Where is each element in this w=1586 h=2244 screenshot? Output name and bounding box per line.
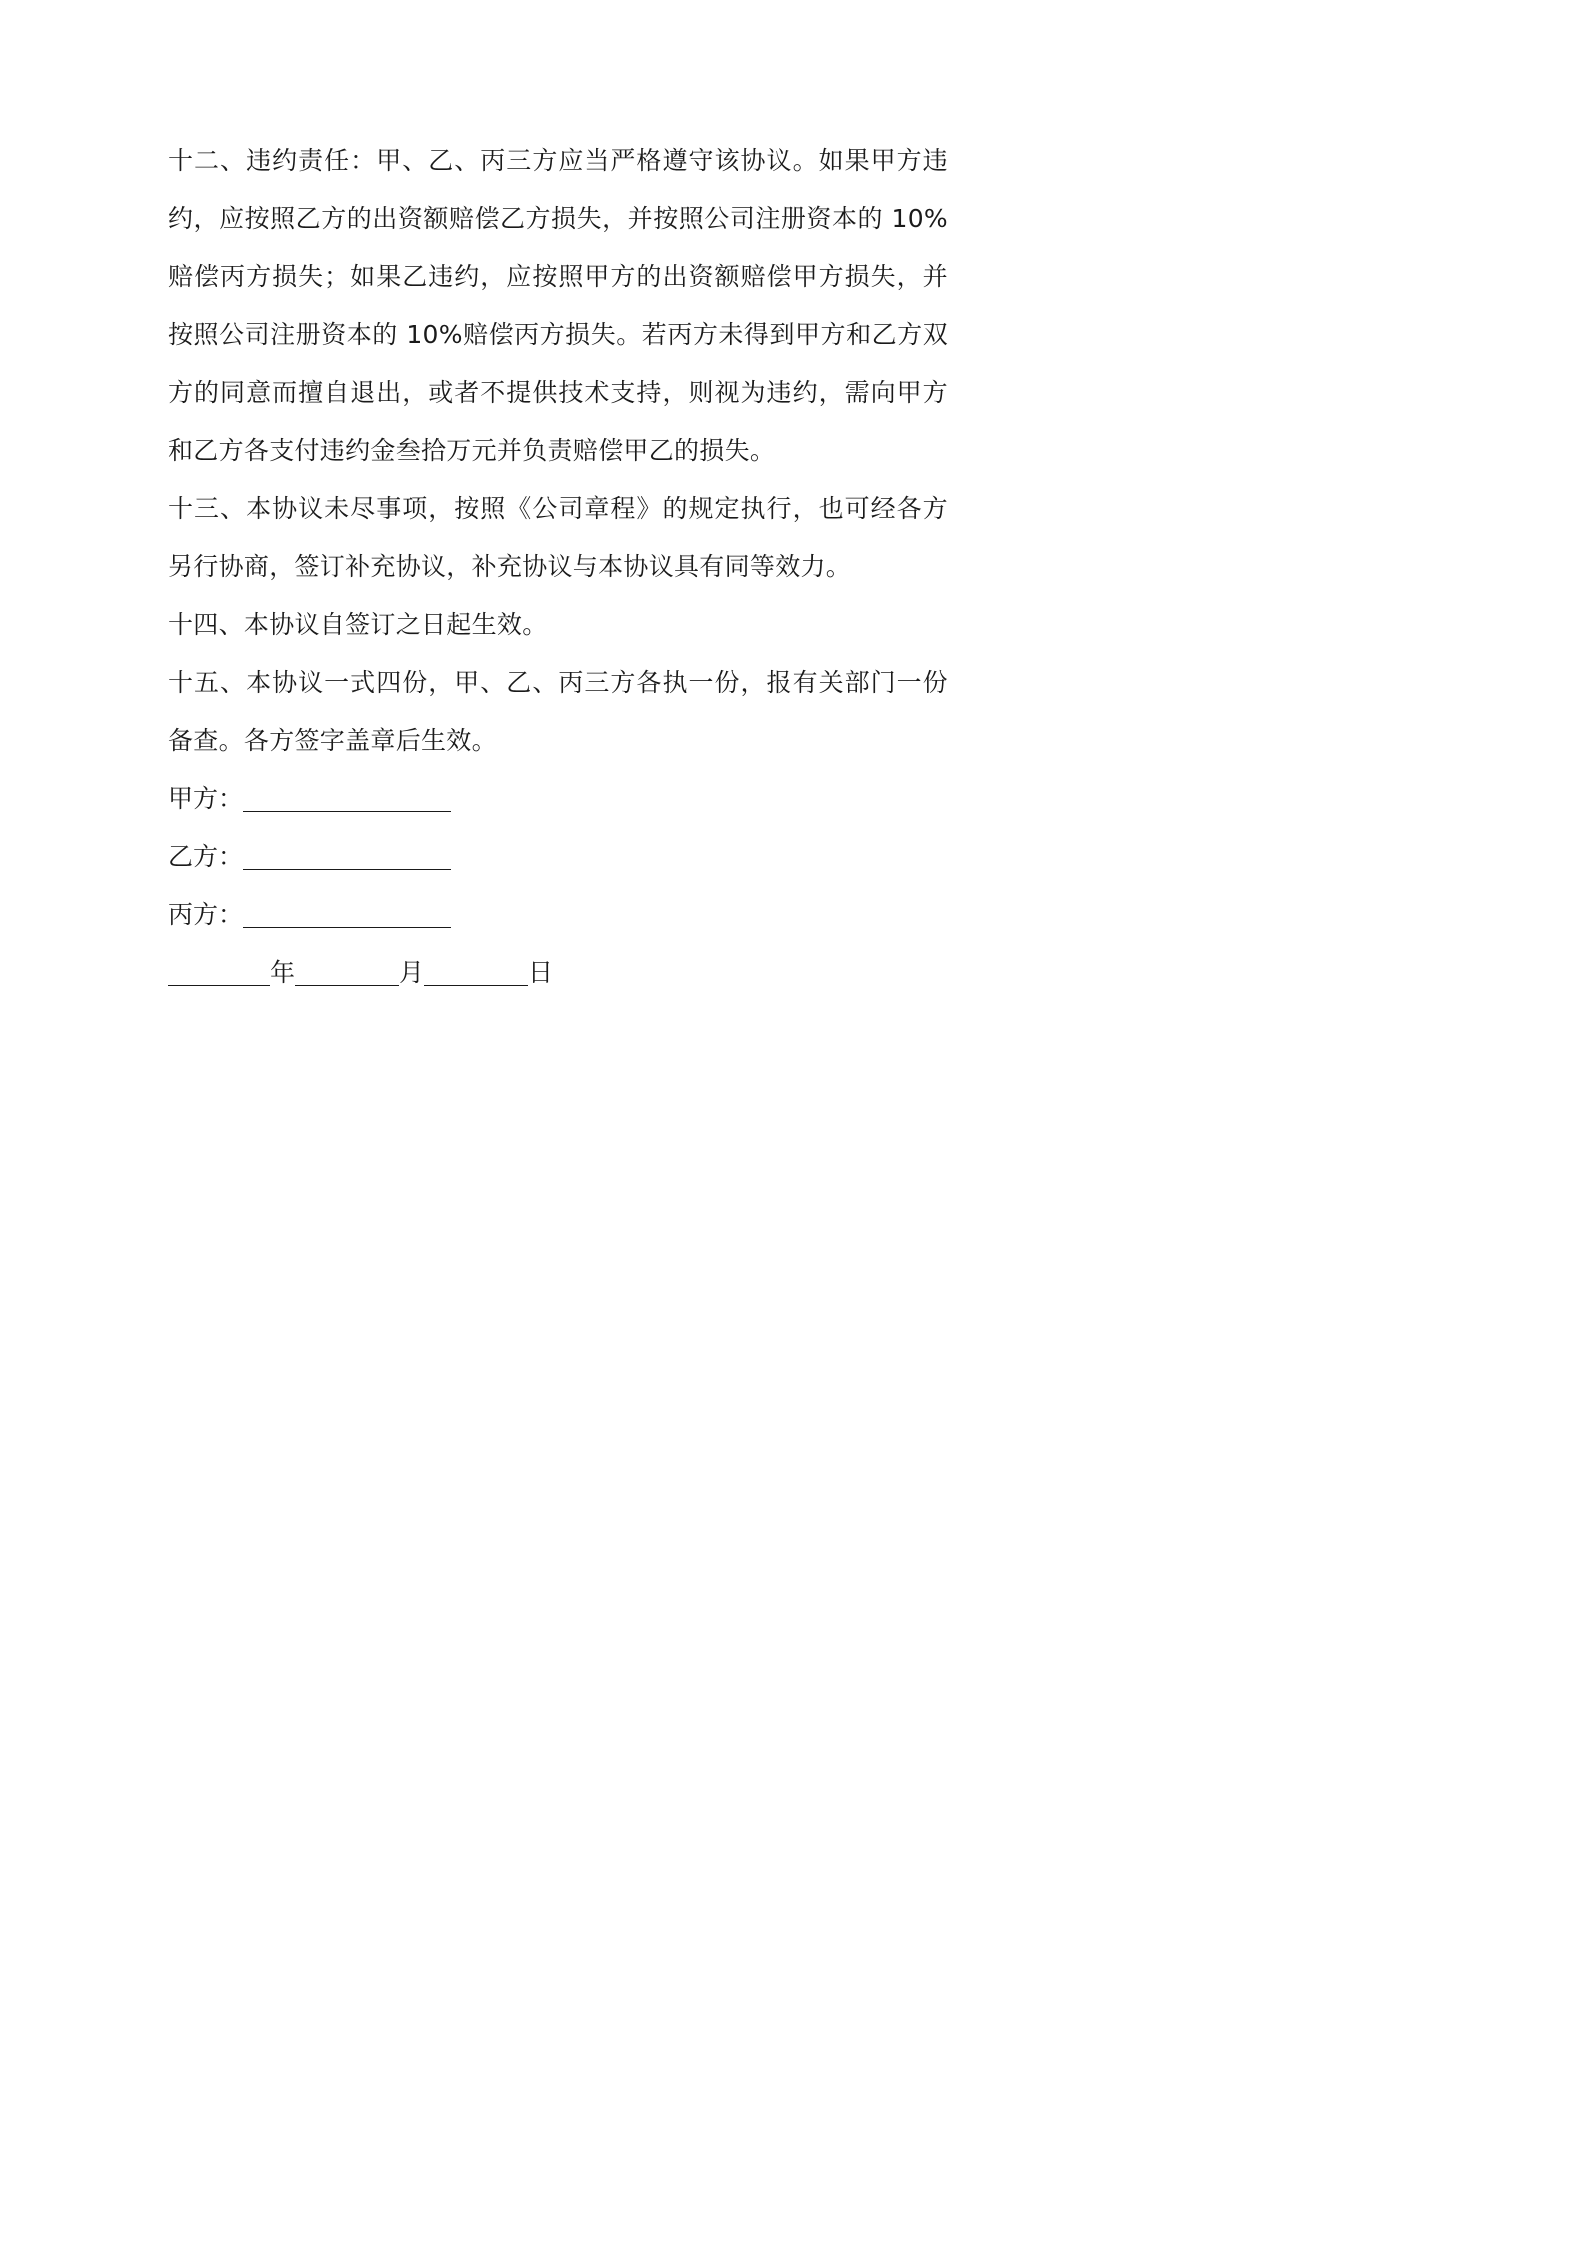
date-line xyxy=(168,944,948,1002)
month-label: 月 xyxy=(399,958,425,987)
month-blank xyxy=(295,985,399,986)
clause-13: 十三、本协议未尽事项，按照《公司章程》的规定执行，也可经各方另行协商，签订补充协议，补充协议与本协议具有同等效力。 xyxy=(168,494,948,581)
party-b-label: 乙方： xyxy=(168,842,244,871)
party-a-signature-line xyxy=(168,770,948,828)
document-page xyxy=(0,0,1104,1562)
year-label: 年 xyxy=(270,958,296,987)
year-blank xyxy=(168,985,270,986)
clause-14: 十四、本协议自签订之日起生效。 xyxy=(168,610,548,639)
party-c-blank xyxy=(243,927,451,928)
party-a-blank xyxy=(243,811,451,812)
party-c-label: 丙方： xyxy=(168,900,244,929)
party-b-blank xyxy=(243,869,451,870)
day-label: 日 xyxy=(528,958,554,987)
day-blank xyxy=(424,985,528,986)
document-body xyxy=(168,132,948,1002)
party-b-signature-line xyxy=(168,828,948,886)
clause-15: 十五、本协议一式四份，甲、乙、丙三方各执一份，报有关部门一份备查。各方签字盖章后生效。 xyxy=(168,668,948,755)
clause-12: 十二、违约责任：甲、乙、丙三方应当严格遵守该协议。如果甲方违约，应按照乙方的出资额赔偿乙方损失，并按照公司注册资本的 10%赔偿丙方损失；如果乙违约，应按照甲方的出资额赔偿甲方损失，并按照公司注册资本的 10%赔偿丙方损失。若丙方未得到甲方和乙方双方的同意而擅自退出，或者不提供技术支持，则视为违约，需向甲方和乙方各支付违约金叁拾万元并负责赔偿甲乙的损失。 xyxy=(168,146,948,465)
party-a-label: 甲方： xyxy=(168,784,244,813)
party-c-signature-line xyxy=(168,886,948,944)
